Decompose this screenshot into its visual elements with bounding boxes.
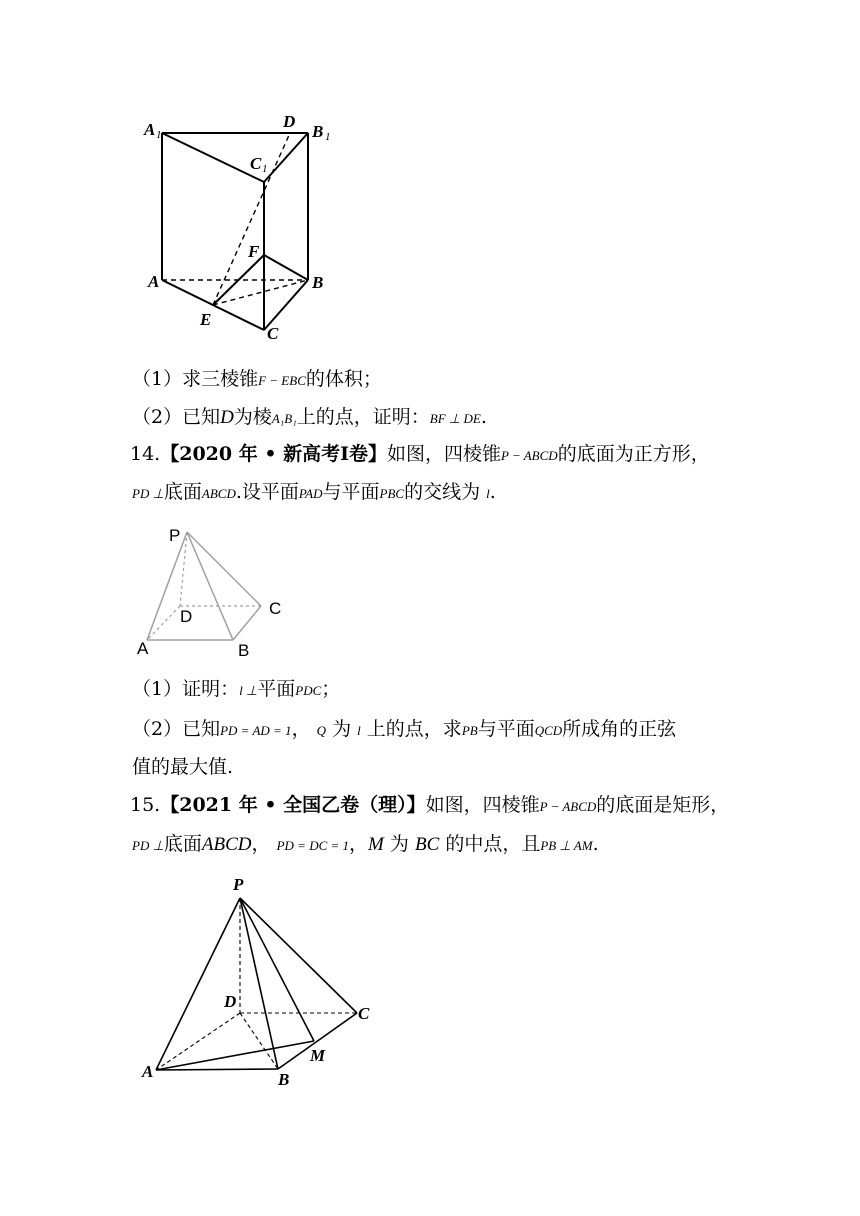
math: ABCD: [201, 486, 236, 501]
math: F − EBC: [258, 373, 306, 388]
text: ，: [251, 833, 271, 855]
text: 与平面: [322, 481, 380, 503]
math: BC: [414, 834, 440, 855]
label-a1: A: [144, 120, 156, 139]
text: 的体积；: [305, 368, 382, 390]
label-c1-sub: 1: [262, 163, 268, 175]
math: D: [220, 407, 234, 428]
label-p: P: [169, 526, 181, 545]
question-number: 14.: [130, 443, 161, 465]
math: PD = AD = 1: [220, 723, 292, 738]
label-b: B: [238, 641, 250, 660]
text: .: [480, 406, 487, 428]
square-pyramid-figure: [130, 522, 300, 662]
text: 底面: [163, 833, 202, 855]
label-b1-sub: 1: [325, 131, 331, 143]
text: 上的点，证明：: [296, 406, 430, 428]
text: 为棱: [233, 406, 272, 428]
label-b1: B: [312, 122, 324, 141]
source-tag: 【2020 年 • 新高考Ⅰ卷】: [160, 443, 387, 465]
question-number: 15.: [130, 794, 161, 816]
q15-stem-line2: [132, 832, 599, 858]
math: PD ⊥: [132, 486, 164, 501]
q14-part1: [132, 677, 340, 703]
math: PAD: [298, 486, 323, 501]
text: 上的点，求: [366, 718, 462, 740]
label-p: P: [233, 875, 244, 894]
text: 平面: [257, 678, 296, 700]
text: .: [592, 833, 599, 855]
text: 如图，四棱锥: [425, 794, 540, 816]
text: .设平面: [235, 481, 299, 503]
label-b: B: [278, 1070, 290, 1089]
q14-part2-cont: [132, 755, 233, 779]
rect-pyramid-figure: [130, 870, 390, 1095]
math: M: [368, 834, 384, 855]
text: .: [489, 481, 496, 503]
label-d: D: [283, 112, 296, 131]
math: ABCD: [201, 834, 252, 855]
text: 值的最大值.: [132, 756, 234, 778]
math: PB ⊥ AM: [540, 838, 593, 853]
q14-stem-line1: [130, 442, 710, 468]
text: ，: [291, 718, 311, 740]
math: PD = DC = 1: [276, 838, 350, 853]
math: PB: [461, 723, 478, 738]
label-a: A: [137, 639, 149, 658]
math: A₁B₁: [271, 411, 297, 426]
label-f: F: [248, 242, 260, 261]
math: BF ⊥ DE: [429, 411, 481, 426]
q14-part2: [132, 717, 676, 743]
label-m: M: [310, 1046, 326, 1065]
text: 底面: [163, 481, 202, 503]
text: （1）证明：: [132, 678, 240, 700]
label-b: B: [312, 273, 324, 292]
label-d: D: [224, 992, 237, 1011]
math: l: [357, 723, 361, 738]
math: P − ABCD: [539, 799, 597, 814]
label-c: C: [269, 599, 282, 618]
text: 的中点，且: [445, 833, 541, 855]
text: 的底面为正方形，: [557, 443, 710, 465]
text: 与平面: [477, 718, 535, 740]
text: ，: [349, 833, 369, 855]
math: PDC: [295, 683, 322, 698]
label-a1-sub: 1: [156, 129, 162, 141]
label-c: C: [358, 1004, 370, 1023]
prism-figure: [130, 105, 350, 350]
math: PBC: [379, 486, 405, 501]
label-c1: C: [250, 154, 262, 173]
source-tag: 【2021 年 • 全国乙卷（理）】: [160, 794, 426, 816]
math: Q: [316, 723, 327, 738]
math: PD ⊥: [132, 838, 164, 853]
text: （2）已知: [132, 406, 221, 428]
text: 为: [332, 718, 352, 740]
q13-part2: [132, 405, 487, 431]
label-a: A: [142, 1062, 154, 1081]
label-e: E: [200, 310, 212, 329]
q15-stem-line1: [130, 793, 729, 819]
text: （1）求三棱锥: [132, 368, 259, 390]
text: 如图，四棱锥: [386, 443, 501, 465]
text: ；: [321, 678, 341, 700]
math: l ⊥: [239, 683, 258, 698]
math: QCD: [534, 723, 563, 738]
text: 的底面是矩形，: [596, 794, 730, 816]
label-d: D: [180, 607, 193, 626]
label-a: A: [148, 272, 160, 291]
math: l: [486, 486, 490, 501]
text: 的交线为: [404, 481, 481, 503]
text: （2）已知: [132, 718, 221, 740]
q14-stem-line2: [132, 480, 496, 506]
text: 为: [389, 833, 409, 855]
text: 所成角的正弦: [562, 718, 677, 740]
label-c: C: [267, 324, 279, 343]
math: P − ABCD: [501, 448, 558, 463]
q13-part1: [132, 367, 382, 393]
